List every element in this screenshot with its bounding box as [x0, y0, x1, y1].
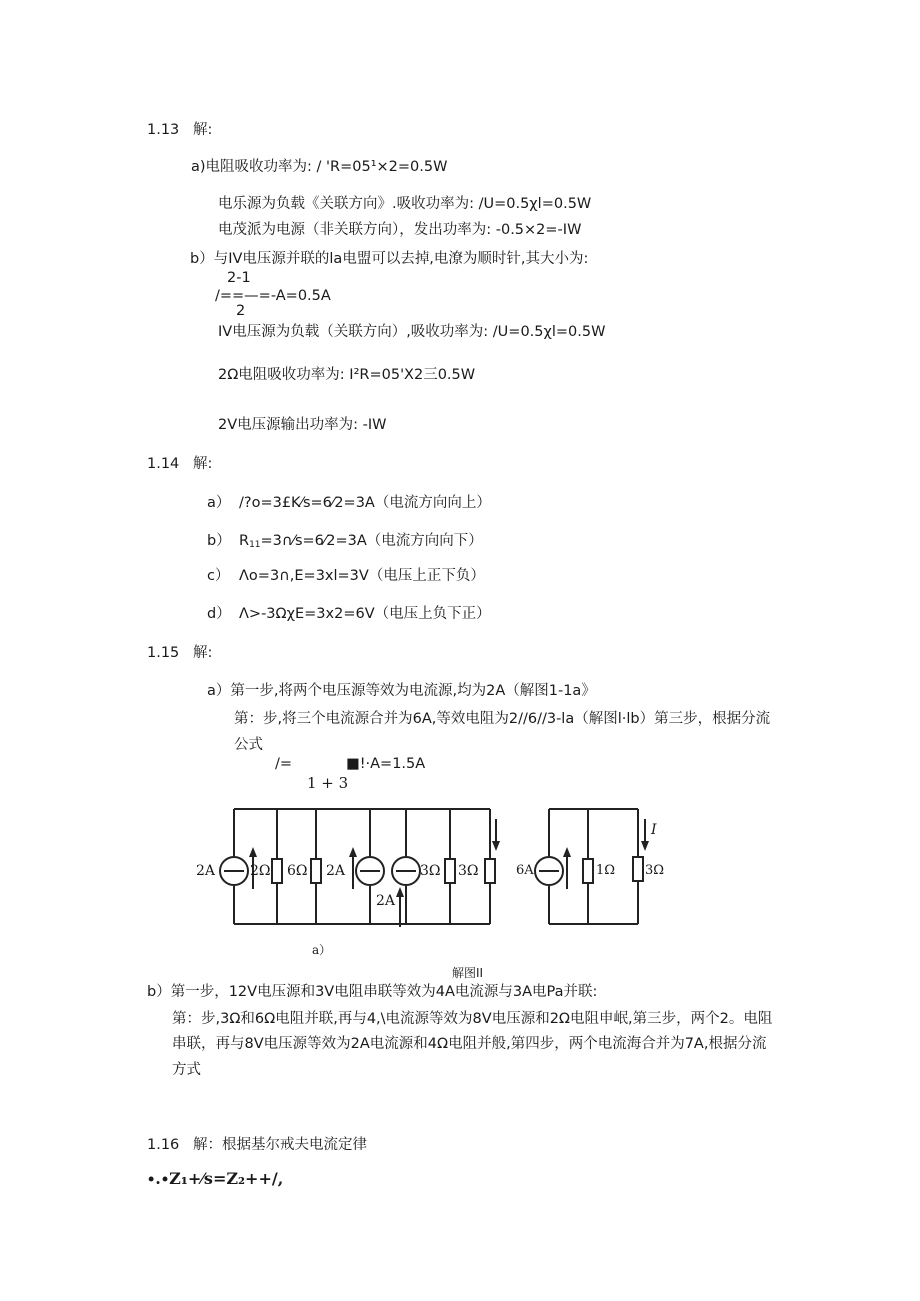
item-a-text: /?o=3£K⁄s=6⁄2=3A（电流方向向上）: [239, 495, 491, 511]
text-1-13-b2: IV电压源为负载（关联方向）,吸收功率为: /U=0.5χl=0.5W: [218, 324, 606, 340]
formula-left: /=: [275, 756, 293, 772]
fraction-equation: /==—=-A=0.5A: [215, 288, 331, 304]
item-c-text: Λo=3∩,E=3xl=3V（电压上正下负）: [239, 568, 485, 584]
resistor-1ohm: [583, 859, 593, 883]
text-1-15-a2: 第：步,将三个电流源合并为6A,等效电阻为2//6//3-la（解图l·lb）第三步，根据分流: [234, 711, 771, 727]
section-1-15-solution-label: 解:: [193, 645, 213, 661]
formula-right: ■!·A=1.5A: [346, 756, 426, 772]
text-1-16: 解：根据基尔戒夫电流定律: [193, 1137, 367, 1153]
text-1-13-a3: 电茂派为电源（非关联方向），发出功率为: -0.5×2=-IW: [218, 222, 582, 238]
label-1ohm: 1Ω: [596, 863, 616, 878]
section-1-15-number: 1.15: [147, 645, 180, 661]
text-1-15-a1: a）第一步,将两个电压源等效为电流源,均为2A（解图1-1a》: [207, 683, 596, 699]
label-2ohm: 2Ω: [250, 863, 271, 879]
formula-denominator: 1 + 3: [307, 774, 349, 792]
section-1-16-number: 1.16: [147, 1137, 180, 1153]
text-1-15-b3: 串联，再与8V电压源等效为2A电流源和4Ω电阻并般,第四步，两个电流海合并为7A,根据分流: [172, 1036, 767, 1052]
section-1-14-solution-label: 解:: [193, 456, 213, 472]
fraction-numerator: 2-1: [227, 270, 251, 286]
resistor-3ohm-a: [445, 859, 455, 883]
text-1-15-b2: 第：步,3Ω和6Ω电阻并联,再与4,\电流源等效为8V电压源和2Ω电阻申岷,第三步，两个2。电阻: [172, 1011, 773, 1027]
text-1-13-b3: 2Ω电阻吸收功率为: I²R=05'X2三0.5W: [218, 367, 476, 383]
item-b-symbol: R: [239, 533, 250, 549]
resistor-3ohm-b: [485, 859, 495, 883]
fraction-denominator: 2: [236, 303, 246, 319]
label-2A-3: 2A: [376, 893, 396, 909]
label-3ohm-c: 3Ω: [645, 863, 665, 878]
label-3ohm-b: 3Ω: [458, 863, 479, 879]
resistor-6ohm: [311, 859, 321, 883]
item-b-text: [239, 533, 483, 551]
text-1-13-a2: 电乐源为负载《关联方向》.吸收功率为: /U=0.5χl=0.5W: [218, 196, 592, 212]
text-1-13-b4: 2V电压源输出功率为: -IW: [218, 417, 387, 433]
figure-caption: 解图II: [452, 966, 484, 980]
text-1-15-b4: 方式: [172, 1062, 201, 1078]
figure-a-caption: a）: [312, 943, 332, 957]
label-6A: 6A: [516, 863, 534, 878]
resistor-3ohm-c: [633, 857, 643, 881]
item-a-label: a）: [207, 495, 231, 511]
item-b-rest: =3∩⁄s=6⁄2=3A（电流方向向下）: [260, 533, 483, 549]
section-1-13-number: 1.13: [147, 122, 180, 138]
text-1-13-b1: b）与IV电压源并联的la电盟可以去掉,电潦为顺时针,其大小为:: [190, 251, 589, 267]
label-6ohm: 6Ω: [287, 863, 308, 879]
item-d-label: d）: [207, 606, 231, 622]
equation-1-16: ∙.∙Z₁+⁄s=Z₂++/,: [147, 1169, 284, 1188]
text-1-15-a3: 公式: [234, 737, 263, 753]
item-c-label: c）: [207, 568, 230, 584]
item-d-text: Λ>-3ΩχE=3x2=6V（电压上负下正）: [239, 606, 491, 622]
text-1-13-a1: a)电阻吸收功率为: / 'R=05¹×2=0.5W: [191, 159, 448, 175]
label-2A-2: 2A: [326, 863, 346, 879]
label-current-I: I: [651, 822, 657, 838]
section-1-14-number: 1.14: [147, 456, 180, 472]
item-b-subscript: 11: [249, 540, 261, 550]
item-b-label: b）: [207, 533, 231, 549]
section-1-13-solution-label: 解:: [193, 122, 213, 138]
label-2A-1: 2A: [196, 863, 216, 879]
label-3ohm-a: 3Ω: [420, 863, 441, 879]
text-1-15-b1: b）第一步，12V电压源和3V电阻串联等效为4A电流源与3A电Pa并联:: [147, 984, 598, 1000]
resistor-2ohm: [272, 859, 282, 883]
